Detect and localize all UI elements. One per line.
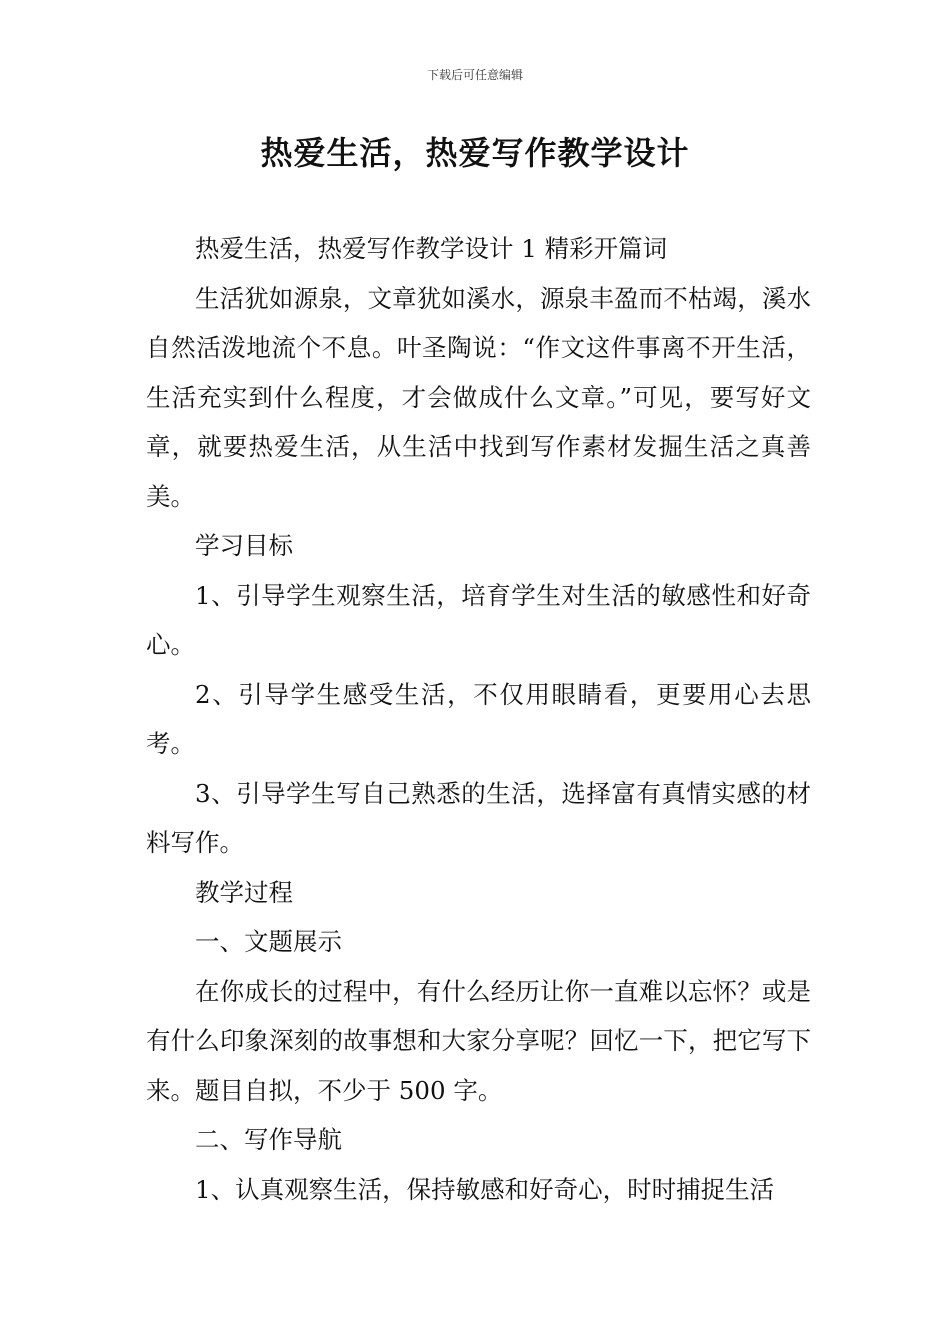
section-heading: 二、写作导航 xyxy=(195,1125,342,1154)
header-note: 下载后可任意编辑 xyxy=(426,68,523,82)
paragraph: 2、引导学生感受生活，不仅用眼睛看，更要用心去思考。 xyxy=(146,679,811,758)
section-heading: 教学过程 xyxy=(195,877,293,907)
paragraph: 在你成长的过程中，有什么经历让你一直难以忘怀？或是有什么印象深刻的故事想和大家分享呢？回忆一下，把它写下来。题目自拟，不少于 500 字。 xyxy=(146,976,811,1105)
paragraph: 3、引导学生写自己熟悉的生活，选择富有真情实感的材料写作。 xyxy=(146,778,811,857)
section-heading: 一、文题展示 xyxy=(195,927,342,956)
section-heading: 学习目标 xyxy=(195,531,293,560)
document-title: 热爱生活，热爱写作教学设计 xyxy=(260,134,690,172)
paragraph: 生活犹如源泉，文章犹如溪水，源泉丰盈而不枯竭，溪水自然活泼地流个不息。叶圣陶说：“作文这件事离不开生活，生活充实到什么程度，才会做成什么文章。”可见，要写好文章，就要热爱生活，从生活中找到写作素材发掘生活之真善美。 xyxy=(146,283,811,511)
document-body xyxy=(146,224,811,1214)
paragraph: 热爱生活，热爱写作教学设计 1 精彩开篇词 xyxy=(195,234,668,263)
paragraph: 1、引导学生观察生活，培育学生对生活的敏感性和好奇心。 xyxy=(146,580,811,659)
paragraph: 1、认真观察生活，保持敏感和好奇心，时时捕捉生活 xyxy=(195,1174,775,1204)
